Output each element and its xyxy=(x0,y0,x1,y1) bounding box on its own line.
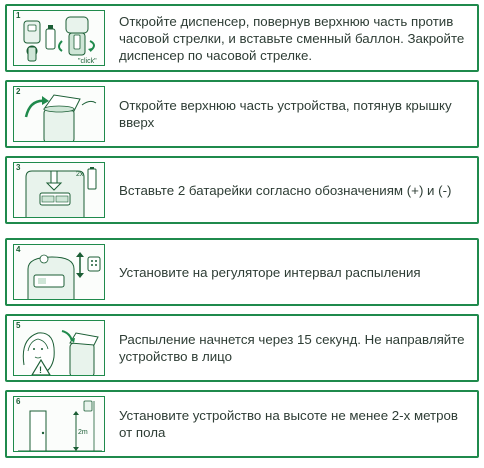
step-number: 1 xyxy=(16,11,21,20)
instruction-step-2 xyxy=(5,80,479,148)
svg-text:!: ! xyxy=(39,365,42,375)
step-1-text: Откройте диспенсер, повернув верхнюю часть против часовой стрелки, и вставьте сменный баллон. Закройте диспенсер по часовой стрелке. xyxy=(119,13,465,63)
step-3-illustration xyxy=(13,162,105,218)
height-label: 2m xyxy=(78,429,88,436)
instruction-step-3 xyxy=(5,156,479,224)
battery-icon xyxy=(14,163,105,218)
step-6-illustration xyxy=(13,396,105,452)
curved-arrow-icon xyxy=(14,87,105,142)
dispenser-open-icon xyxy=(14,11,105,66)
up-down-arrow-icon xyxy=(14,245,105,300)
step-1-illustration xyxy=(13,10,105,66)
step-4-text: Установите на регуляторе интервал распыления xyxy=(119,264,421,280)
instruction-step-5 xyxy=(5,314,479,382)
spray-dispenser-icon xyxy=(14,321,105,376)
instruction-step-6 xyxy=(5,390,479,458)
instruction-step-1 xyxy=(5,4,479,72)
step-5-illustration xyxy=(13,320,105,376)
step-5-text: Распыление начнется через 15 секунд. Не направляйте устройство в лицо xyxy=(119,332,465,364)
step-number: 2 xyxy=(16,87,21,96)
step-number: 3 xyxy=(16,163,21,172)
step-3-text: Вставьте 2 батарейки согласно обозначениям (+) и (-) xyxy=(119,182,452,198)
step-number: 6 xyxy=(16,397,21,406)
step-2-illustration xyxy=(13,86,105,142)
height-arrow-icon xyxy=(14,397,105,452)
step-4-illustration xyxy=(13,244,105,300)
step-6-text: Установите устройство на высоте не менее 2-х метров от пола xyxy=(119,408,458,440)
click-text: "click" xyxy=(78,58,97,65)
step-2-text: Откройте верхнюю часть устройства, потянув крышку вверх xyxy=(119,98,452,130)
instruction-step-4 xyxy=(5,238,479,306)
step-number: 5 xyxy=(16,321,21,330)
step-number: 4 xyxy=(16,245,21,254)
battery-count: 2x xyxy=(76,171,84,178)
